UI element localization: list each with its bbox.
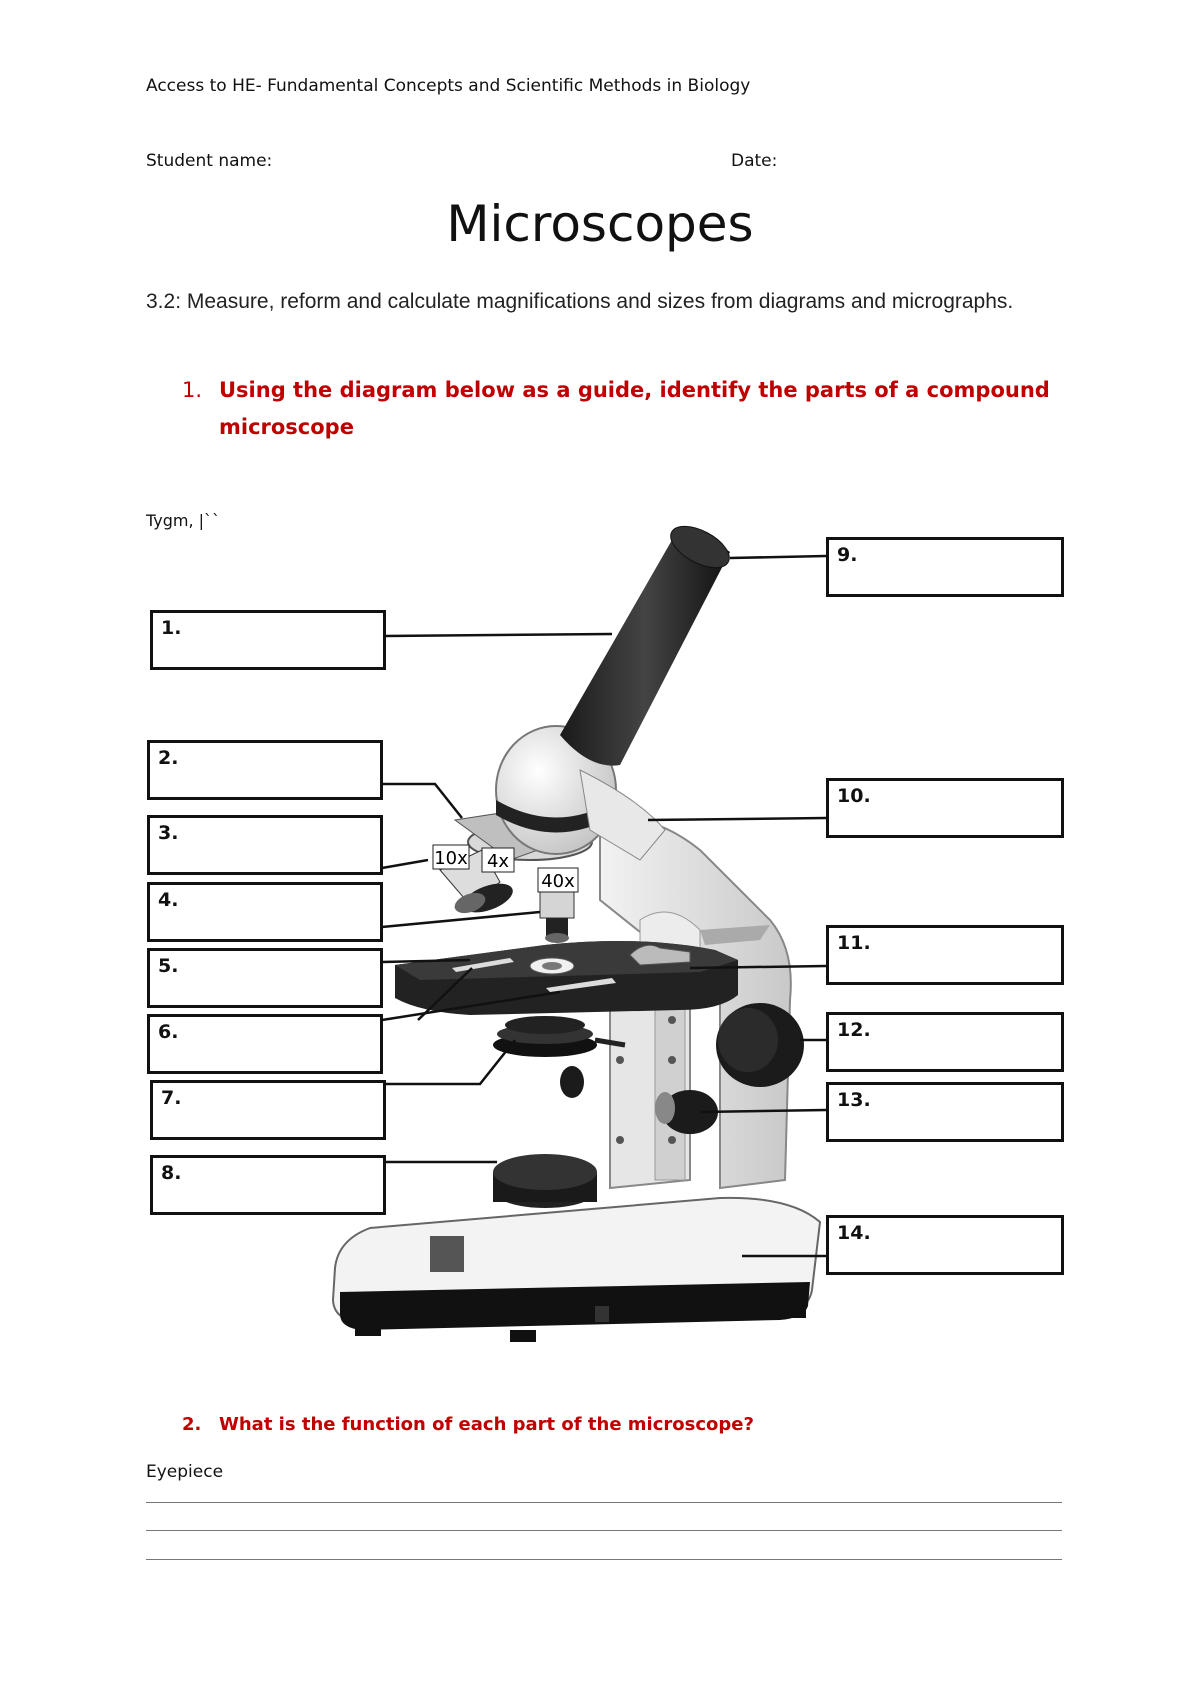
label-box-3[interactable] (147, 815, 383, 875)
microscope-base (333, 1198, 820, 1342)
answer-line[interactable] (146, 1502, 1062, 1503)
label-box-13[interactable] (826, 1082, 1064, 1142)
label-box-8[interactable] (150, 1155, 386, 1215)
label-box-number: 1. (161, 617, 182, 639)
label-box-number: 3. (158, 822, 179, 844)
question-1-text: Using the diagram below as a guide, identify the parts of a compound microscope (219, 378, 1050, 439)
date-label: Date: (731, 151, 778, 171)
label-box-number: 5. (158, 955, 179, 977)
label-box-number: 14. (837, 1222, 871, 1244)
label-box-number: 8. (161, 1162, 182, 1184)
label-box-number: 9. (837, 544, 858, 566)
learning-objective: 3.2: Measure, reform and calculate magnifications and sizes from diagrams and micrographs. (146, 290, 1014, 313)
label-box-4[interactable] (147, 882, 383, 942)
label-box-11[interactable] (826, 925, 1064, 985)
student-name-label: Student name: (146, 151, 273, 171)
label-box-number: 6. (158, 1021, 179, 1043)
label-box-9[interactable] (826, 537, 1064, 597)
label-box-number: 10. (837, 785, 871, 807)
stage (395, 941, 738, 1015)
label-box-1[interactable] (150, 610, 386, 670)
answer-line[interactable] (146, 1530, 1062, 1531)
label-box-12[interactable] (826, 1012, 1064, 1072)
label-box-number: 12. (837, 1019, 871, 1041)
label-box-number: 11. (837, 932, 871, 954)
part-heading-eyepiece: Eyepiece (146, 1462, 224, 1482)
stray-text: Tygm, |`` (146, 511, 221, 530)
mag-label-10x: 10x (434, 848, 468, 869)
question-1-number: 1. (182, 378, 203, 402)
question-2-number: 2. (182, 1414, 202, 1435)
mag-label-4x: 4x (486, 851, 510, 872)
label-box-number: 2. (158, 747, 179, 769)
answer-line[interactable] (146, 1559, 1062, 1560)
label-box-5[interactable] (147, 948, 383, 1008)
document-header: Access to HE- Fundamental Concepts and Scientific Methods in Biology (146, 76, 751, 96)
light-source (493, 1154, 597, 1208)
label-box-6[interactable] (147, 1014, 383, 1074)
mag-label-40x: 40x (541, 871, 575, 892)
label-box-number: 13. (837, 1089, 871, 1111)
label-box-number: 4. (158, 889, 179, 911)
eyepiece-tube (560, 518, 736, 766)
condenser (493, 1016, 625, 1057)
label-box-7[interactable] (150, 1080, 386, 1140)
label-box-2[interactable] (147, 740, 383, 800)
label-box-14[interactable] (826, 1215, 1064, 1275)
question-2-text: What is the function of each part of the microscope? (219, 1414, 754, 1435)
page-title: Microscopes (446, 195, 754, 253)
label-box-10[interactable] (826, 778, 1064, 838)
label-box-number: 7. (161, 1087, 182, 1109)
